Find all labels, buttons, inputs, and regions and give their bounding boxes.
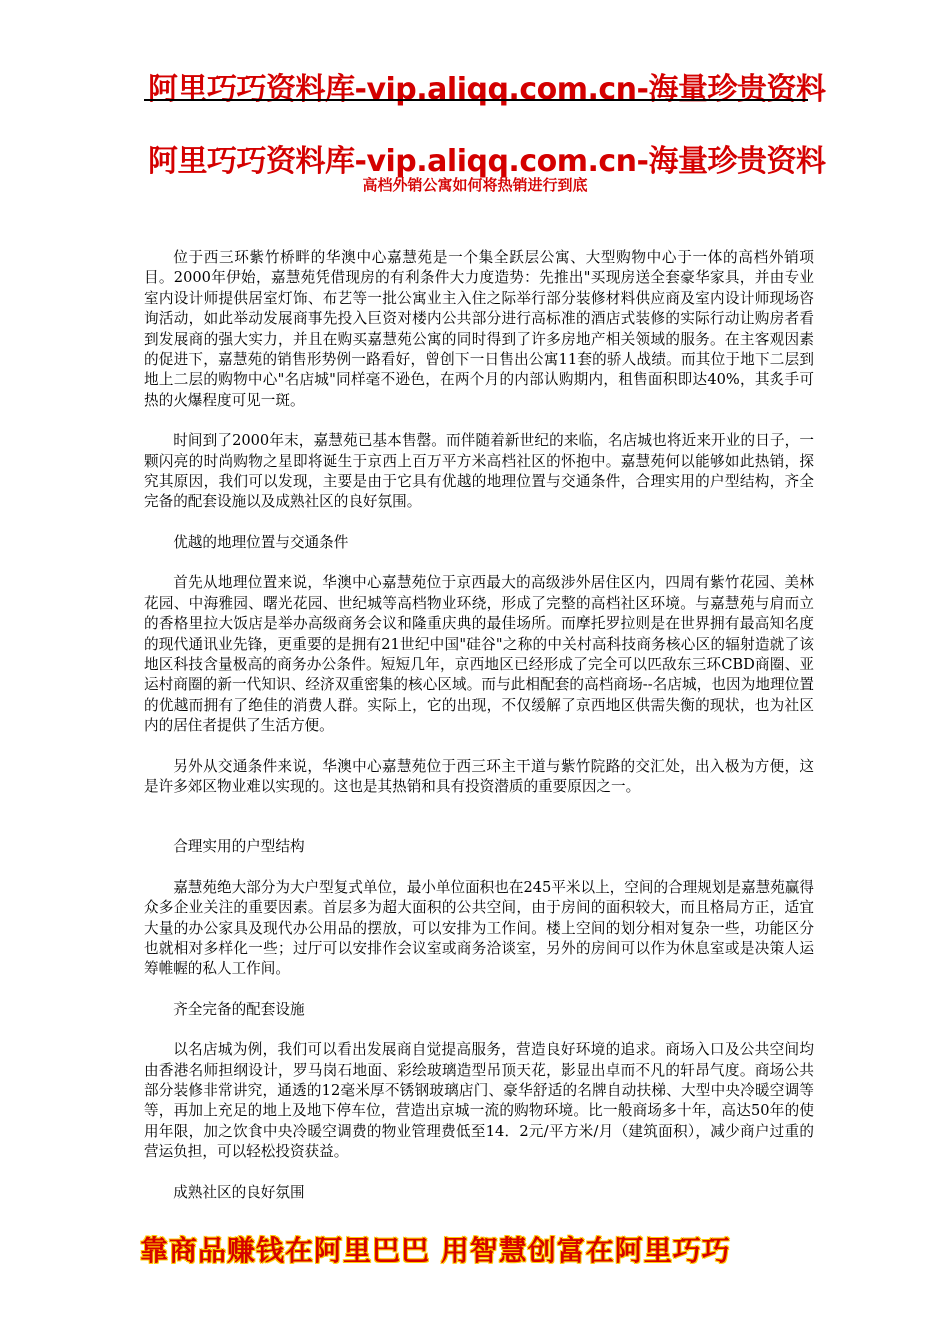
paragraph: 位于西三环紫竹桥畔的华澳中心嘉慧苑是一个集全跃层公寓、大型购物中心于一体的高档外销项目。2000年伊始，嘉慧苑凭借现房的有利条件大力度造势：先推出"买现房送全套豪华家具，并由专业室内设计师提供居室灯饰、布艺等一批公寓业主入住之际举行部分装修材料供应商及室内设计师现场咨询活动，如此举动发展商事先投入巨资对楼内公共部分进行高标准的酒店式装修的实际行动让购房者看到发展商的强大实力，并且在购买嘉慧苑公寓的同时得到了许多房地产相关领域的服务。在主客观因素的促进下，嘉慧苑的销售形势例一路看好，曾创下一日售出公寓11套的骄人战绩。而其位于地下二层到地上二层的购物中心"名店城"同样毫不逊色，在两个月的内部认购期内，租售面积即达40%，其炙手可热的火爆程度可见一斑。: [144, 249, 814, 409]
header-banner-top: 阿里巧巧资料库-vip.aliqq.com.cn-海量珍贵资料: [148, 72, 826, 107]
section-heading: 齐全完备的配套设施: [173, 1000, 305, 1018]
paragraph: 时间到了2000年末，嘉慧苑已基本售罄。而伴随着新世纪的来临，名店城也将近来开业的日子，一颗闪亮的时尚购物之星即将诞生于京西上百万平方米高档社区的怀抱中。嘉慧苑何以能够如此热销，探究其原因，我们可以发现，主要是由于它具有优越的地理位置与交通条件，合理实用的户型结构，齐全完备的配套设施以及成熟社区的良好氛围。: [144, 432, 814, 511]
header-divider: [144, 99, 808, 101]
paragraph: 首先从地理位置来说，华澳中心嘉慧苑位于京西最大的高级涉外居住区内，四周有紫竹花园、美林花园、中海雅园、曙光花园、世纪城等高档物业环绕，形成了完整的高档社区环境。与嘉慧苑与肩而立的香格里拉大饭店是举办高级商务会议和隆重庆典的最佳场所。而摩托罗拉则是在世界拥有最高知名度的现代通讯业先锋，更重要的是拥有21世纪中国"硅谷"之称的中关村高科技商务核心区的辐射造就了该地区科技含量极高的商务办公条件。短短几年，京西地区已经形成了完全可以匹敌东三环CBD商圈、亚运村商圈的新一代知识、经济双重密集的核心区域。而与此相配套的高档商场--名店城，也因为地理位置的优越而拥有了绝佳的消费人群。实际上，它的出现，不仅缓解了京西地区供需失衡的现状，也为社区内的居住者提供了生活方便。: [144, 574, 814, 735]
header-banner-second: 阿里巧巧资料库-vip.aliqq.com.cn-海量珍贵资料: [148, 144, 826, 179]
section-heading: 优越的地理位置与交通条件: [173, 533, 349, 551]
paragraph: 嘉慧苑绝大部分为大户型复式单位，最小单位面积也在245平米以上，空间的合理规划是嘉慧苑赢得众多企业关注的重要因素。首层多为超大面积的公共空间，由于房间的面积较大，而且格局方正，适宜大量的办公家具及现代办公用品的摆放，可以安排为工作间。楼上空间的划分相对复杂一些，功能区分也就相对多样化一些；过厅可以安排作会议室或商务洽谈室，另外的房间可以作为休息室或是决策人运筹帷幄的私人工作间。: [144, 878, 814, 978]
footer-banner: 靠商品赚钱在阿里巴巴 用智慧创富在阿里巧巧: [140, 1234, 731, 1267]
paragraph: 另外从交通条件来说，华澳中心嘉慧苑位于西三环主干道与紫竹院路的交汇处，出入极为方便，这是许多郊区物业难以实现的。这也是其热销和具有投资潜质的重要原因之一。: [144, 757, 814, 795]
section-heading: 成熟社区的良好氛围: [173, 1183, 305, 1201]
section-heading: 合理实用的户型结构: [173, 838, 305, 856]
paragraph: 以名店城为例，我们可以看出发展商自觉提高服务，营造良好环境的追求。商场入口及公共空间均由香港名师担纲设计，罗马岗石地面、彩绘玻璃造型吊顶天花，影显出卓而不凡的轩昂气度。商场公共部分装修非常讲究，通透的12毫米厚不锈钢玻璃店门、豪华舒适的名牌自动扶梯、大型中央冷暖空调等等，再加上充足的地上及地下停车位，营造出京城一流的购物环境。比一般商场多十年，高达50年的使用年限，加之饮食中央冷暖空调费的物业管理费低至14．2元/平方米/月（建筑面积），减少商户过重的营运负担，可以轻松投资获益。: [144, 1041, 814, 1161]
document-body: [144, 248, 814, 1223]
document-title: 高档外销公寓如何将热销进行到底: [362, 176, 588, 194]
spacer: [144, 817, 814, 837]
